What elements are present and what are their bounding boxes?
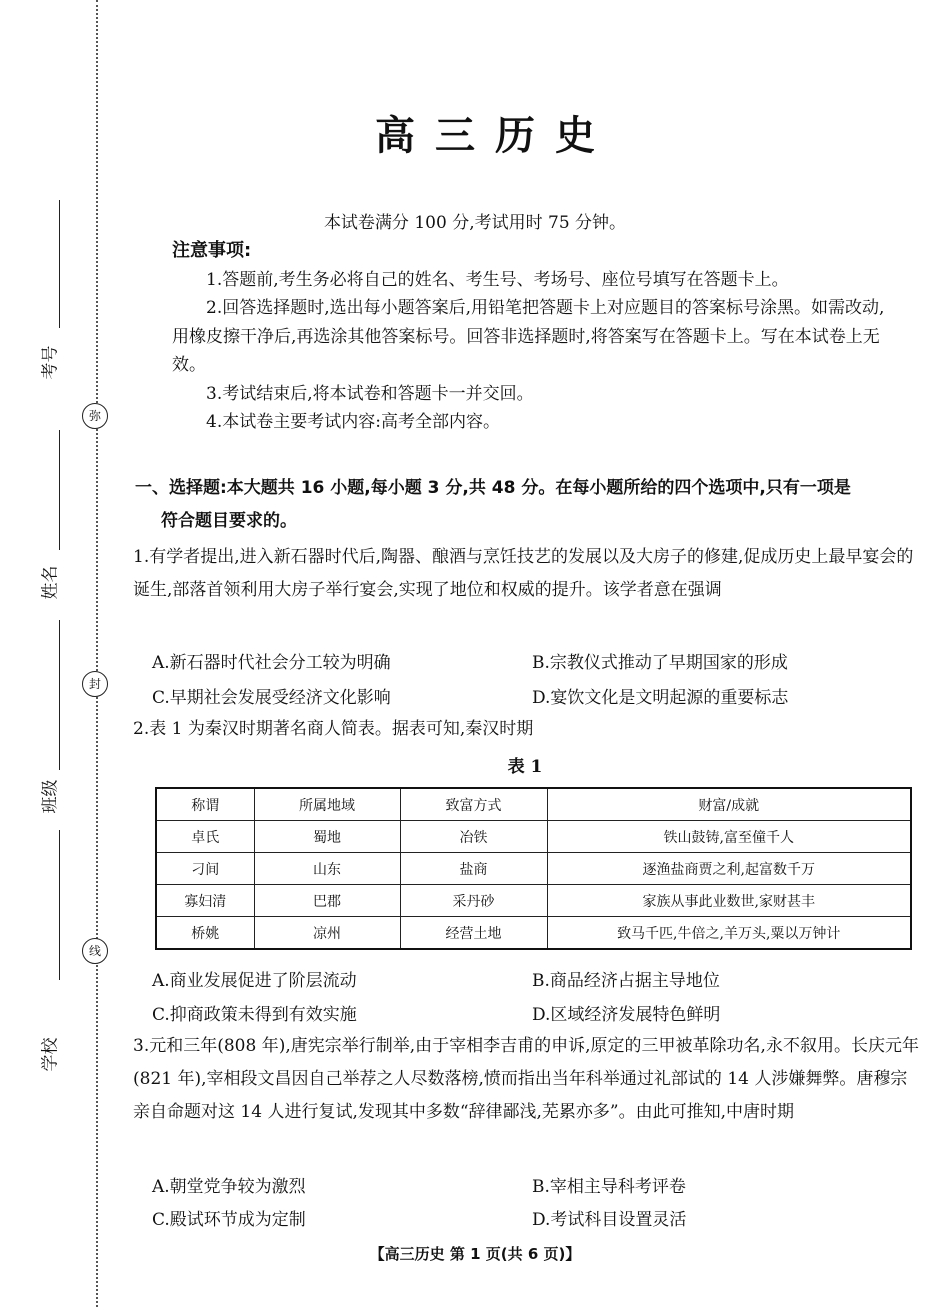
option-a[interactable]: A.朝堂党争较为激烈	[152, 1177, 306, 1197]
school-label: 学校	[40, 1037, 61, 1072]
notes-item: 4.本试卷主要考试内容:高考全部内容。	[206, 412, 500, 432]
notes-heading: 注意事项:	[172, 240, 252, 261]
option-c[interactable]: C.殿试环节成为定制	[152, 1210, 306, 1230]
section-heading	[135, 472, 920, 538]
table-cell: 冶铁	[400, 821, 547, 853]
table-cell: 经营土地	[400, 917, 547, 950]
name-label: 姓名	[40, 565, 61, 600]
class-label: 班级	[40, 779, 61, 814]
question-1	[133, 541, 920, 607]
table-cell: 采丹砂	[400, 885, 547, 917]
table-header-cell: 称谓	[156, 788, 254, 821]
section-heading-line: 一、选择题:本大题共 16 小题,每小题 3 分,共 48 分。在每小题所给的四个选项中,只有一项是	[135, 478, 851, 498]
table-cell: 刁间	[156, 853, 254, 885]
option-b[interactable]: B.宰相主导科考评卷	[532, 1177, 686, 1197]
exam-title: 高三历史	[375, 113, 615, 159]
option-c[interactable]: C.早期社会发展受经济文化影响	[152, 688, 391, 708]
table-cell: 致马千匹,牛倍之,羊万头,粟以万钟计	[547, 917, 911, 950]
seal-mark-feng: 封	[82, 671, 108, 697]
seal-mark-xian: 线	[82, 938, 108, 964]
section-heading-line: 符合题目要求的。	[161, 511, 297, 531]
table-cell: 铁山鼓铸,富至僮千人	[547, 821, 911, 853]
exam-number-label: 考号	[40, 345, 61, 380]
table-row	[156, 853, 911, 885]
table-cell: 桥姚	[156, 917, 254, 950]
question-2	[133, 713, 920, 746]
table-row	[156, 917, 911, 950]
table-cell: 山东	[254, 853, 400, 885]
question-3	[133, 1030, 920, 1129]
notes-section	[172, 237, 887, 437]
table-cell: 巴郡	[254, 885, 400, 917]
table-header-row	[156, 788, 911, 821]
name-line	[59, 430, 60, 550]
option-d[interactable]: D.宴饮文化是文明起源的重要标志	[532, 688, 789, 708]
table-cell: 家族从事此业数世,家财甚丰	[547, 885, 911, 917]
table-cell: 凉州	[254, 917, 400, 950]
name-field[interactable]	[28, 430, 68, 640]
table-cell: 逐渔盐商贾之利,起富数千万	[547, 853, 911, 885]
table-cell: 盐商	[400, 853, 547, 885]
table-header-cell: 所属地域	[254, 788, 400, 821]
table-row	[156, 885, 911, 917]
table-caption: 表 1	[507, 757, 543, 777]
question-3-stem: 3.元和三年(808 年),唐宪宗举行制举,由于宰相李吉甫的申诉,原定的三甲被革除功名,永不叙用。长庆元年(821 年),宰相段文昌因自己举荐之人尽数落榜,愤而指出当年科举通过礼部试的 14 人涉嫌舞弊。唐穆宗亲自命题对这 14 人进行复试,发现其中多数“辞律鄙浅,芜累亦多”。由此可推知,中唐时期	[133, 1036, 919, 1122]
table-cell: 蜀地	[254, 821, 400, 853]
notes-item: 2.回答选择题时,选出每小题答案后,用铅笔把答题卡上对应题目的答案标号涂黑。如需改动,用橡皮擦干净后,再选涂其他答案标号。回答非选择题时,将答案写在答题卡上。写在本试卷上无效。	[172, 298, 885, 375]
option-d[interactable]: D.考试科目设置灵活	[532, 1210, 687, 1230]
table-cell: 寡妇清	[156, 885, 254, 917]
option-b[interactable]: B.宗教仪式推动了早期国家的形成	[532, 653, 788, 673]
class-line	[59, 620, 60, 770]
table-cell: 卓氏	[156, 821, 254, 853]
option-d[interactable]: D.区域经济发展特色鲜明	[532, 1005, 721, 1025]
school-field[interactable]	[28, 870, 68, 1070]
seal-mark-mi: 弥	[82, 403, 108, 429]
option-a[interactable]: A.商业发展促进了阶层流动	[152, 971, 357, 991]
table-row	[156, 821, 911, 853]
notes-item: 1.答题前,考生务必将自己的姓名、考生号、考场号、座位号填写在答题卡上。	[206, 269, 789, 290]
binding-dotted-line	[96, 0, 98, 1307]
merchants-table	[155, 787, 912, 950]
question-2-stem: 2.表 1 为秦汉时期著名商人简表。据表可知,秦汉时期	[133, 719, 534, 739]
option-b[interactable]: B.商品经济占据主导地位	[532, 971, 720, 991]
table-header-cell: 财富/成就	[547, 788, 911, 821]
school-line	[59, 830, 60, 980]
option-c[interactable]: C.抑商政策未得到有效实施	[152, 1005, 357, 1025]
notes-item: 3.考试结束后,将本试卷和答题卡一并交回。	[206, 383, 534, 404]
question-1-stem: 1.有学者提出,进入新石器时代后,陶器、酿酒与烹饪技艺的发展以及大房子的修建,促成历史上最早宴会的诞生,部落首领利用大房子举行宴会,实现了地位和权威的提升。该学者意在强调	[133, 547, 914, 600]
exam-subtitle: 本试卷满分 100 分,考试用时 75 分钟。	[323, 213, 627, 233]
page-footer: 【高三历史 第 1 页(共 6 页)】	[369, 1245, 581, 1263]
option-a[interactable]: A.新石器时代社会分工较为明确	[152, 653, 391, 673]
table-header-cell: 致富方式	[400, 788, 547, 821]
